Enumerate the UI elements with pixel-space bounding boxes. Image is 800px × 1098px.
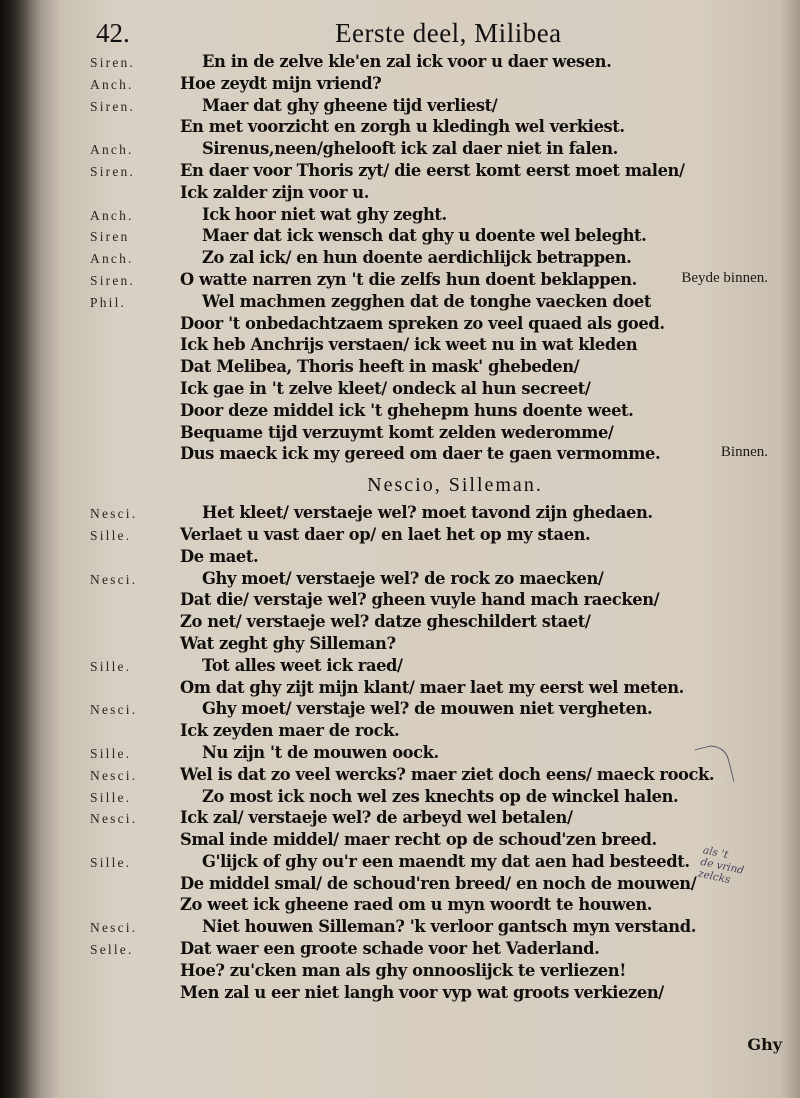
- verse-text: Ick heb Anchrijs verstaen/ ick weet nu in wat kleden: [180, 335, 638, 355]
- verse-line: [90, 808, 780, 830]
- verse-line: [90, 96, 780, 118]
- verse-text: Het kleet/ verstaeje wel? moet tavond zijn ghedaen.: [202, 503, 653, 523]
- verse-line: [90, 939, 780, 961]
- verse-line: [90, 183, 780, 205]
- catchword: Ghy: [747, 1035, 782, 1054]
- speaker-label: Nesci.: [90, 767, 138, 783]
- verse-line: [90, 961, 780, 983]
- verse-text: Om dat ghy zijt mijn klant/ maer laet my eerst wel meten.: [180, 677, 684, 697]
- verse-line: [90, 444, 780, 466]
- verse-line: [90, 699, 780, 721]
- verse-line: [90, 787, 780, 809]
- verse-line: [90, 423, 780, 445]
- verse-line: [90, 117, 780, 139]
- verse-text: De maet.: [180, 546, 259, 566]
- speaker-label: Sille.: [90, 527, 132, 543]
- verse-line: [90, 335, 780, 357]
- verse-text: Dus maeck ick my gereed om daer te gaen vermomme.: [180, 444, 661, 464]
- verse-line: [90, 525, 780, 547]
- speaker-label: Nesci.: [90, 506, 138, 522]
- verse-line: [90, 917, 780, 939]
- verse-text: Dat waer een groote schade voor het Vaderland.: [180, 939, 600, 959]
- verse-text: Nu zijn 't de mouwen oock.: [202, 742, 439, 762]
- verse-text: Smal inde middel/ maer recht op de schoud'zen breed.: [180, 830, 657, 850]
- scene-heading: Nescio, Silleman.: [367, 474, 543, 497]
- verse-line: [90, 503, 780, 525]
- verse-text: Bequame tijd verzuymt komt zelden wederomme/: [180, 422, 614, 442]
- verse-line: [90, 547, 780, 569]
- verse-text: Wat zeght ghy Silleman?: [180, 633, 396, 653]
- speaker-label: Anch.: [90, 76, 134, 92]
- verse-text: Ick zeyden maer de rock.: [180, 721, 400, 741]
- verse-text: Tot alles weet ick raed/: [202, 655, 403, 675]
- verse-text: Ghy moet/ verstaeje wel? de rock zo maecken/: [202, 568, 604, 588]
- verse-line: [90, 590, 780, 612]
- verse-text: De middel smal/ de schoud'ren breed/ en noch de mouwen/: [180, 873, 697, 893]
- dialogue-block-2: [90, 503, 780, 1004]
- running-title: Eerste deel, Milibea: [335, 18, 562, 48]
- verse-line: [90, 292, 780, 314]
- verse-text: Maer dat ick wensch dat ghy u doente wel beleght.: [202, 226, 647, 246]
- verse-text: Door 't onbedachtzaem spreken zo veel quaed als goed.: [180, 313, 665, 333]
- verse-text: Zo net/ verstaeje wel? datze gheschildert staet/: [180, 612, 591, 632]
- verse-text: Wel machmen zegghen dat de tonghe vaecken doet: [202, 291, 652, 311]
- verse-line: [90, 765, 780, 787]
- speaker-label: Anch.: [90, 251, 134, 267]
- verse-line: [90, 248, 780, 270]
- verse-text: Door deze middel ick 't ghehepm huns doente weet.: [180, 400, 634, 420]
- verse-text: En met voorzicht en zorgh u kledingh wel verkiest.: [180, 117, 625, 137]
- verse-line: [90, 569, 780, 591]
- page-number: 42.: [96, 18, 130, 48]
- verse-text: Ick zalder zijn voor u.: [180, 182, 370, 202]
- verse-text: Men zal u eer niet langh voor vyp wat groots verkiezen/: [180, 982, 664, 1002]
- running-head: [90, 18, 780, 52]
- verse-line: [90, 74, 780, 96]
- verse-line: [90, 226, 780, 248]
- margin-annotation: als 't de vrind zelcks: [696, 844, 746, 887]
- verse-line: [90, 634, 780, 656]
- verse-line: [90, 612, 780, 634]
- verse-text: Ick zal/ verstaeje wel? de arbeyd wel betalen/: [180, 808, 573, 828]
- speaker-label: Anch.: [90, 207, 134, 223]
- speaker-label: Siren: [90, 229, 130, 245]
- verse-text: Dat die/ verstaje wel? gheen vuyle hand mach raecken/: [180, 590, 660, 610]
- gutter-shadow: [0, 0, 40, 1098]
- verse-line: [90, 895, 780, 917]
- verse-line: [90, 678, 780, 700]
- verse-text: Wel is dat zo veel wercks? maer ziet doch eens/ maeck roock.: [180, 764, 715, 784]
- verse-text: Verlaet u vast daer op/ en laet het op my staen.: [180, 524, 591, 544]
- speaker-label: Sille.: [90, 854, 132, 870]
- dialogue-block-1: [90, 52, 780, 466]
- verse-text: Niet houwen Silleman? 'k verloor gantsch myn verstand.: [202, 917, 696, 937]
- book-page: [90, 18, 780, 1088]
- verse-line: [90, 656, 780, 678]
- stage-direction: Binnen.: [720, 444, 768, 461]
- speaker-label: Nesci.: [90, 811, 138, 827]
- speaker-label: Siren.: [90, 272, 136, 288]
- verse-text: Sirenus,neen/ghelooft ick zal daer niet in falen.: [202, 139, 618, 159]
- verse-text: Ick hoor niet wat ghy zeght.: [202, 204, 447, 224]
- verse-line: [90, 401, 780, 423]
- verse-line: [90, 52, 780, 74]
- verse-line: [90, 314, 780, 336]
- speaker-label: Siren.: [90, 98, 136, 114]
- verse-line: [90, 874, 780, 896]
- verse-text: Zo weet ick gheene raed om u myn woordt te houwen.: [180, 895, 653, 915]
- verse-text: En in de zelve kle'en zal ick voor u daer wesen.: [202, 52, 612, 71]
- speaker-label: Siren.: [90, 55, 136, 70]
- verse-line: [90, 139, 780, 161]
- speaker-label: Siren.: [90, 163, 136, 179]
- speaker-label: Sille.: [90, 745, 132, 761]
- verse-line: [90, 721, 780, 743]
- speaker-label: Phil.: [90, 294, 127, 310]
- speaker-label: Nesci.: [90, 571, 138, 587]
- verse-text: Zo zal ick/ en hun doente aerdichlijck betrappen.: [202, 248, 632, 268]
- verse-line: [90, 205, 780, 227]
- verse-line: [90, 743, 780, 765]
- verse-line: [90, 983, 780, 1005]
- verse-line: [90, 161, 780, 183]
- verse-text: Hoe? zu'cken man als ghy onnooslijck te verliezen!: [180, 960, 626, 980]
- verse-line: [90, 379, 780, 401]
- verse-text: O watte narren zyn 't die zelfs hun doent beklappen.: [180, 269, 637, 289]
- verse-text: Ick gae in 't zelve kleet/ ondeck al hun secreet/: [180, 378, 591, 398]
- speaker-label: Nesci.: [90, 702, 138, 718]
- verse-line: [90, 852, 780, 874]
- verse-line: [90, 357, 780, 379]
- verse-text: Zo most ick noch wel zes knechts op de winckel halen.: [202, 786, 679, 806]
- verse-text: Maer dat ghy gheene tijd verliest/: [202, 95, 498, 115]
- speaker-label: Anch.: [90, 142, 134, 158]
- verse-line: [90, 270, 780, 292]
- speaker-label: Sille.: [90, 789, 132, 805]
- verse-text: Dat Melibea, Thoris heeft in mask' ghebeden/: [180, 357, 580, 377]
- verse-text: Ghy moet/ verstaje wel? de mouwen niet vergheten.: [202, 699, 653, 719]
- speaker-label: Nesci.: [90, 920, 138, 936]
- speaker-label: Sille.: [90, 658, 132, 674]
- verse-text: Hoe zeydt mijn vriend?: [180, 73, 382, 93]
- verse-line: [90, 830, 780, 852]
- verse-text: G'lijck of ghy ou'r een maendt my dat aen had besteedt.: [202, 851, 690, 871]
- speaker-label: Selle.: [90, 942, 134, 958]
- stage-direction: Beyde binnen.: [681, 269, 768, 286]
- verse-text: En daer voor Thoris zyt/ die eerst komt eerst moet malen/: [180, 160, 685, 180]
